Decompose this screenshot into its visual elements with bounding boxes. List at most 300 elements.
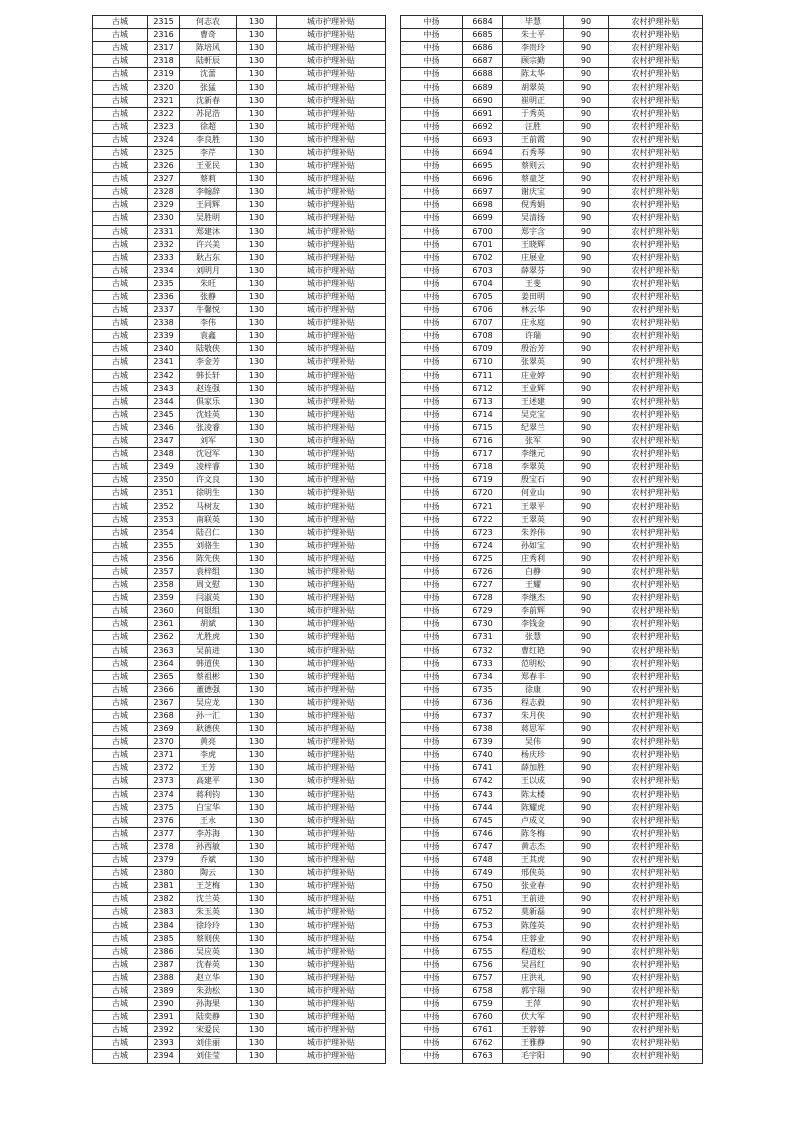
amount-cell: 130 [237,199,277,212]
table-row [93,160,386,173]
subsidy-type-cell: 城市护理补贴 [277,709,386,722]
amount-cell: 130 [237,343,277,356]
amount-cell: 130 [237,461,277,474]
id-cell: 6704 [463,277,503,290]
table-row [401,290,703,303]
amount-cell: 130 [237,539,277,552]
table-row [401,762,703,775]
id-cell: 6684 [463,16,503,29]
subsidy-type-cell: 城市护理补贴 [277,552,386,565]
id-cell: 2321 [148,94,180,107]
name-cell: 王以成 [503,775,564,788]
name-cell: 刘佳丽 [180,1037,237,1050]
table-row [401,814,703,827]
subsidy-type-cell: 农村护理补贴 [609,670,703,683]
subsidy-type-cell: 农村护理补贴 [609,435,703,448]
subsidy-type-cell: 农村护理补贴 [609,579,703,592]
subsidy-type-cell: 农村护理补贴 [609,395,703,408]
region-cell: 古城 [93,474,148,487]
subsidy-type-cell: 农村护理补贴 [609,290,703,303]
table-row [93,854,386,867]
subsidy-type-cell: 农村护理补贴 [609,199,703,212]
name-cell: 许文良 [180,474,237,487]
name-cell: 王萍 [503,998,564,1011]
amount-cell: 90 [564,81,609,94]
region-cell: 古城 [93,775,148,788]
region-cell: 古城 [93,565,148,578]
table-row [93,670,386,683]
id-cell: 6743 [463,788,503,801]
region-cell: 古城 [93,984,148,997]
region-cell: 古城 [93,330,148,343]
name-cell: 何业山 [503,487,564,500]
region-cell: 中扬 [401,225,463,238]
id-cell: 6762 [463,1037,503,1050]
region-cell: 中扬 [401,644,463,657]
table-row [401,579,703,592]
region-cell: 中扬 [401,317,463,330]
name-cell: 谢庆宝 [503,186,564,199]
amount-cell: 130 [237,474,277,487]
subsidy-type-cell: 农村护理补贴 [609,683,703,696]
amount-cell: 130 [237,29,277,42]
region-cell: 中扬 [401,723,463,736]
subsidy-type-cell: 农村护理补贴 [609,343,703,356]
region-cell: 古城 [93,487,148,500]
amount-cell: 130 [237,225,277,238]
id-cell: 6722 [463,513,503,526]
name-cell: 王业辉 [503,382,564,395]
region-cell: 中扬 [401,919,463,932]
amount-cell: 130 [237,906,277,919]
table-row [93,736,386,749]
name-cell: 曹奇 [180,29,237,42]
amount-cell: 90 [564,317,609,330]
table-row [401,984,703,997]
subsidy-type-cell: 城市护理补贴 [277,382,386,395]
id-cell: 2327 [148,173,180,186]
table-row [93,264,386,277]
table-row [401,709,703,722]
region-cell: 古城 [93,42,148,55]
id-cell: 6701 [463,238,503,251]
subsidy-type-cell: 农村护理补贴 [609,893,703,906]
region-cell: 古城 [93,29,148,42]
subsidy-type-cell: 城市护理补贴 [277,16,386,29]
id-cell: 6754 [463,932,503,945]
region-cell: 中扬 [401,81,463,94]
name-cell: 庄秀利 [503,552,564,565]
region-cell: 古城 [93,644,148,657]
region-cell: 中扬 [401,173,463,186]
amount-cell: 90 [564,1024,609,1037]
id-cell: 6708 [463,330,503,343]
amount-cell: 90 [564,29,609,42]
name-cell: 沈新春 [180,94,237,107]
name-cell: 陈莲英 [503,919,564,932]
amount-cell: 130 [237,94,277,107]
table-row [401,29,703,42]
id-cell: 6702 [463,251,503,264]
table-row [401,552,703,565]
region-cell: 中扬 [401,736,463,749]
amount-cell: 90 [564,854,609,867]
subsidy-type-cell: 农村护理补贴 [609,1011,703,1024]
table-row [401,107,703,120]
id-cell: 6725 [463,552,503,565]
subsidy-type-cell: 农村护理补贴 [609,264,703,277]
name-cell: 周文慰 [180,579,237,592]
subsidy-type-cell: 城市护理补贴 [277,854,386,867]
subsidy-type-cell: 城市护理补贴 [277,277,386,290]
region-cell: 古城 [93,133,148,146]
table-row [93,971,386,984]
amount-cell: 130 [237,107,277,120]
region-cell: 古城 [93,971,148,984]
name-cell: 沈蕾 [180,68,237,81]
id-cell: 2348 [148,448,180,461]
amount-cell: 90 [564,971,609,984]
name-cell: 陆敬侠 [180,343,237,356]
region-cell: 古城 [93,788,148,801]
name-cell: 沈春英 [180,958,237,971]
name-cell: 蒋思军 [503,723,564,736]
region-cell: 古城 [93,382,148,395]
region-cell: 中扬 [401,264,463,277]
subsidy-type-cell: 城市护理补贴 [277,68,386,81]
table-row [401,199,703,212]
id-cell: 2389 [148,984,180,997]
subsidy-type-cell: 城市护理补贴 [277,513,386,526]
subsidy-type-cell: 农村护理补贴 [609,906,703,919]
name-cell: 邢侠英 [503,867,564,880]
id-cell: 6706 [463,304,503,317]
region-cell: 中扬 [401,55,463,68]
id-cell: 2372 [148,762,180,775]
table-row [401,696,703,709]
subsidy-type-cell: 农村护理补贴 [609,958,703,971]
table-row [93,565,386,578]
subsidy-type-cell: 农村护理补贴 [609,552,703,565]
id-cell: 2315 [148,16,180,29]
subsidy-type-cell: 农村护理补贴 [609,356,703,369]
region-cell: 中扬 [401,631,463,644]
table-row [93,500,386,513]
subsidy-type-cell: 农村护理补贴 [609,605,703,618]
table-row [401,893,703,906]
table-row [93,42,386,55]
region-cell: 中扬 [401,958,463,971]
amount-cell: 130 [237,435,277,448]
id-cell: 6734 [463,670,503,683]
id-cell: 6755 [463,945,503,958]
table-row [93,356,386,369]
table-row [401,186,703,199]
name-cell: 郑建沐 [180,225,237,238]
subsidy-type-cell: 城市护理补贴 [277,487,386,500]
id-cell: 2386 [148,945,180,958]
table-row [401,120,703,133]
name-cell: 王述建 [503,395,564,408]
region-cell: 中扬 [401,801,463,814]
table-row [401,657,703,670]
id-cell: 2393 [148,1037,180,1050]
subsidy-type-cell: 农村护理补贴 [609,448,703,461]
subsidy-type-cell: 城市护理补贴 [277,736,386,749]
name-cell: 王永 [180,814,237,827]
subsidy-type-cell: 农村护理补贴 [609,827,703,840]
id-cell: 2379 [148,854,180,867]
amount-cell: 130 [237,55,277,68]
subsidy-type-cell: 农村护理补贴 [609,146,703,159]
amount-cell: 130 [237,932,277,945]
amount-cell: 90 [564,696,609,709]
amount-cell: 90 [564,736,609,749]
table-row [93,421,386,434]
id-cell: 2364 [148,657,180,670]
region-cell: 中扬 [401,369,463,382]
subsidy-type-cell: 城市护理补贴 [277,461,386,474]
region-cell: 中扬 [401,474,463,487]
region-cell: 中扬 [401,29,463,42]
amount-cell: 90 [564,500,609,513]
region-cell: 中扬 [401,709,463,722]
table-row [93,919,386,932]
name-cell: 陈冬梅 [503,827,564,840]
name-cell: 李虎 [180,749,237,762]
amount-cell: 90 [564,526,609,539]
subsidy-type-cell: 城市护理补贴 [277,395,386,408]
table-row [401,55,703,68]
region-cell: 中扬 [401,906,463,919]
amount-cell: 90 [564,801,609,814]
table-row [401,788,703,801]
subsidy-type-cell: 城市护理补贴 [277,133,386,146]
amount-cell: 130 [237,749,277,762]
id-cell: 2362 [148,631,180,644]
table-row [93,605,386,618]
amount-cell: 90 [564,395,609,408]
amount-cell: 130 [237,867,277,880]
id-cell: 2350 [148,474,180,487]
table-row [93,251,386,264]
id-cell: 2336 [148,290,180,303]
id-cell: 6689 [463,81,503,94]
table-row [93,238,386,251]
id-cell: 6733 [463,657,503,670]
subsidy-type-cell: 农村护理补贴 [609,382,703,395]
subsidy-type-cell: 城市护理补贴 [277,330,386,343]
name-cell: 庄洪礼 [503,971,564,984]
amount-cell: 90 [564,264,609,277]
subsidy-type-cell: 城市护理补贴 [277,343,386,356]
table-row [401,723,703,736]
amount-cell: 90 [564,55,609,68]
region-cell: 古城 [93,579,148,592]
region-cell: 中扬 [401,435,463,448]
table-row [93,1011,386,1024]
id-cell: 2360 [148,605,180,618]
region-cell: 古城 [93,840,148,853]
id-cell: 2347 [148,435,180,448]
region-cell: 中扬 [401,408,463,421]
table-row [401,304,703,317]
subsidy-type-cell: 农村护理补贴 [609,618,703,631]
region-cell: 中扬 [401,683,463,696]
name-cell: 蔡莉 [180,173,237,186]
id-cell: 6726 [463,565,503,578]
id-cell: 6728 [463,592,503,605]
subsidy-type-cell: 城市护理补贴 [277,958,386,971]
name-cell: 赵连强 [180,382,237,395]
name-cell: 吴应龙 [180,696,237,709]
name-cell: 吴昌红 [503,958,564,971]
region-cell: 古城 [93,618,148,631]
region-cell: 古城 [93,683,148,696]
name-cell: 王前霞 [503,133,564,146]
amount-cell: 130 [237,421,277,434]
amount-cell: 90 [564,474,609,487]
table-row [401,644,703,657]
table-row [401,867,703,880]
amount-cell: 90 [564,290,609,303]
amount-cell: 90 [564,146,609,159]
id-cell: 2322 [148,107,180,120]
amount-cell: 130 [237,657,277,670]
subsidy-type-cell: 城市护理补贴 [277,696,386,709]
region-cell: 中扬 [401,146,463,159]
name-cell: 李前辉 [503,605,564,618]
subsidy-type-cell: 城市护理补贴 [277,801,386,814]
id-cell: 2378 [148,840,180,853]
region-cell: 中扬 [401,304,463,317]
name-cell: 孙如宝 [503,539,564,552]
id-cell: 2376 [148,814,180,827]
region-cell: 古城 [93,304,148,317]
subsidy-type-cell: 城市护理补贴 [277,827,386,840]
id-cell: 6751 [463,893,503,906]
table-row [401,160,703,173]
amount-cell: 130 [237,251,277,264]
table-row [401,238,703,251]
name-cell: 李良胜 [180,133,237,146]
amount-cell: 90 [564,618,609,631]
table-row [93,1050,386,1063]
table-row [401,736,703,749]
subsidy-type-cell: 农村护理补贴 [609,487,703,500]
amount-cell: 130 [237,762,277,775]
right-subsidy-table [400,15,703,1064]
subsidy-type-cell: 城市护理补贴 [277,1037,386,1050]
table-row [401,670,703,683]
region-cell: 古城 [93,199,148,212]
id-cell: 6746 [463,827,503,840]
region-cell: 古城 [93,1050,148,1063]
amount-cell: 90 [564,644,609,657]
subsidy-type-cell: 农村护理补贴 [609,867,703,880]
name-cell: 姜田明 [503,290,564,303]
table-row [93,539,386,552]
subsidy-type-cell: 农村护理补贴 [609,238,703,251]
id-cell: 6688 [463,68,503,81]
name-cell: 庄展业 [503,251,564,264]
name-cell: 李翠英 [503,461,564,474]
name-cell: 杨庆珍 [503,749,564,762]
subsidy-type-cell: 农村护理补贴 [609,304,703,317]
amount-cell: 130 [237,618,277,631]
amount-cell: 90 [564,945,609,958]
id-cell: 6715 [463,421,503,434]
subsidy-type-cell: 农村护理补贴 [609,696,703,709]
subsidy-type-cell: 农村护理补贴 [609,107,703,120]
region-cell: 古城 [93,1011,148,1024]
table-row [93,579,386,592]
id-cell: 2323 [148,120,180,133]
amount-cell: 90 [564,840,609,853]
subsidy-type-cell: 城市护理补贴 [277,317,386,330]
amount-cell: 130 [237,984,277,997]
table-row [401,932,703,945]
amount-cell: 90 [564,369,609,382]
id-cell: 2320 [148,81,180,94]
id-cell: 2330 [148,212,180,225]
amount-cell: 90 [564,932,609,945]
amount-cell: 130 [237,146,277,159]
table-row [93,932,386,945]
id-cell: 6724 [463,539,503,552]
subsidy-type-cell: 城市护理补贴 [277,474,386,487]
id-cell: 6753 [463,919,503,932]
subsidy-type-cell: 城市护理补贴 [277,998,386,1011]
subsidy-type-cell: 农村护理补贴 [609,81,703,94]
table-row [93,395,386,408]
amount-cell: 90 [564,723,609,736]
subsidy-type-cell: 城市护理补贴 [277,408,386,421]
name-cell: 韩长轩 [180,369,237,382]
name-cell: 毛宇阳 [503,1050,564,1063]
amount-cell: 90 [564,984,609,997]
table-row [93,212,386,225]
subsidy-type-cell: 城市护理补贴 [277,264,386,277]
region-cell: 中扬 [401,513,463,526]
subsidy-type-cell: 城市护理补贴 [277,579,386,592]
id-cell: 6729 [463,605,503,618]
subsidy-type-cell: 城市护理补贴 [277,932,386,945]
region-cell: 古城 [93,408,148,421]
subsidy-type-cell: 农村护理补贴 [609,644,703,657]
subsidy-type-cell: 城市护理补贴 [277,120,386,133]
name-cell: 李芹 [180,146,237,159]
region-cell: 古城 [93,919,148,932]
subsidy-type-cell: 农村护理补贴 [609,526,703,539]
region-cell: 中扬 [401,160,463,173]
region-cell: 中扬 [401,461,463,474]
id-cell: 2370 [148,736,180,749]
region-cell: 古城 [93,225,148,238]
table-row [93,893,386,906]
name-cell: 李伟 [180,317,237,330]
id-cell: 6730 [463,618,503,631]
amount-cell: 130 [237,631,277,644]
table-row [93,513,386,526]
amount-cell: 130 [237,160,277,173]
table-row [401,854,703,867]
amount-cell: 130 [237,592,277,605]
subsidy-type-cell: 农村护理补贴 [609,736,703,749]
table-row [93,1037,386,1050]
name-cell: 张翠英 [503,356,564,369]
subsidy-type-cell: 农村护理补贴 [609,1050,703,1063]
